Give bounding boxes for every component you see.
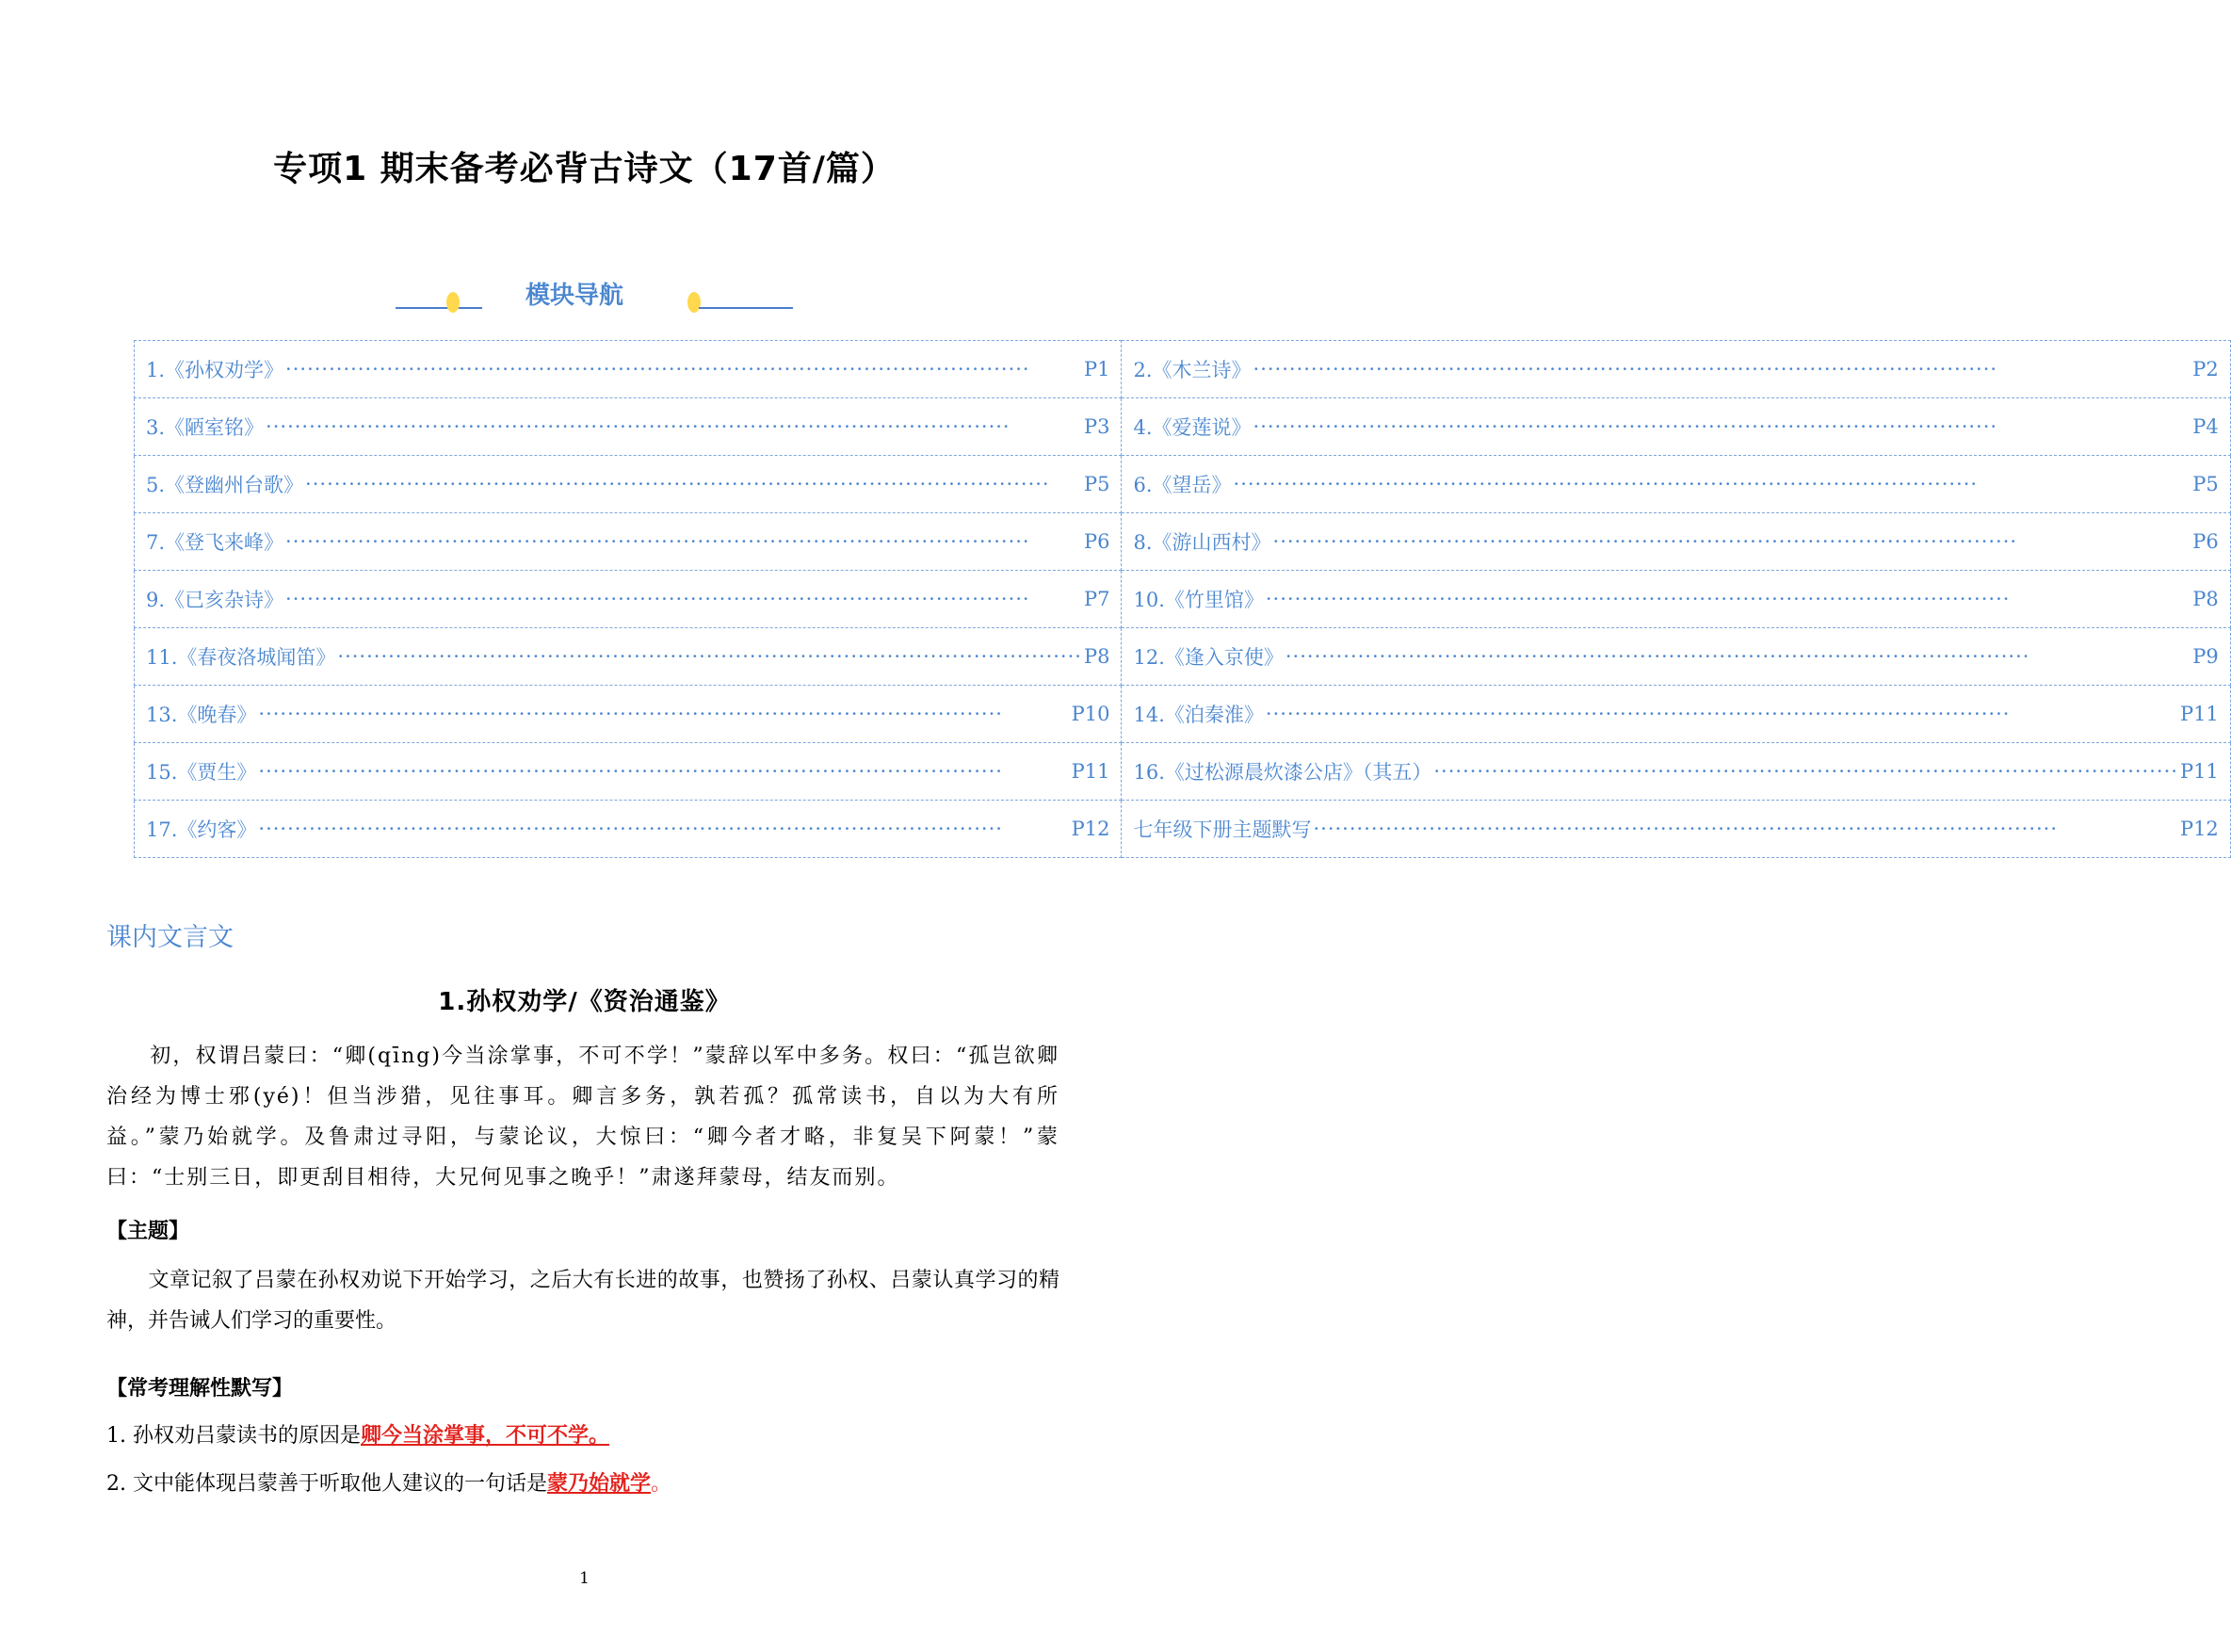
toc-leader-dots bbox=[305, 473, 1082, 495]
toc-entry-page: P7 bbox=[1083, 588, 1110, 610]
passage-text bbox=[106, 1036, 1059, 1198]
toc-leader-dots bbox=[258, 818, 1069, 840]
toc-link[interactable] bbox=[1133, 585, 2229, 613]
toc-link[interactable] bbox=[146, 642, 1121, 671]
toc-row bbox=[135, 801, 2231, 858]
toc-entry-title: 17.《约客》 bbox=[146, 818, 257, 841]
toc-leader-dots bbox=[1253, 358, 2191, 381]
toc-row bbox=[135, 628, 2231, 686]
toc-entry-page: P3 bbox=[1083, 415, 1110, 438]
toc-link[interactable] bbox=[146, 757, 1121, 786]
toc-link[interactable] bbox=[1133, 700, 2229, 728]
toc-entry-title: 1.《孙权劝学》 bbox=[146, 359, 284, 381]
toc-cell bbox=[135, 341, 1122, 398]
toc-cell bbox=[135, 571, 1122, 628]
toc-entry-page: P8 bbox=[2192, 588, 2219, 610]
toc-cell bbox=[1122, 686, 2230, 743]
table-of-contents bbox=[134, 340, 2231, 858]
toc-entry-page: P2 bbox=[2192, 358, 2219, 381]
toc-entry-page: P4 bbox=[2192, 415, 2219, 438]
nav-heading: 模块导航 bbox=[525, 282, 623, 310]
toc-cell bbox=[135, 743, 1122, 801]
toc-entry-title: 15.《贾生》 bbox=[146, 761, 257, 784]
toc-entry-title: 8.《游山西村》 bbox=[1133, 531, 1271, 554]
toc-leader-dots bbox=[1234, 473, 2191, 495]
toc-entry-title: 9.《已亥杂诗》 bbox=[146, 589, 284, 611]
module-navigation-header bbox=[396, 279, 753, 316]
toc-entry-title: 12.《逢入京使》 bbox=[1133, 646, 1284, 669]
toc-cell bbox=[1122, 801, 2230, 858]
toc-leader-dots bbox=[1266, 703, 2178, 725]
toc-entry-page: P9 bbox=[2192, 645, 2219, 668]
toc-cell bbox=[1122, 571, 2230, 628]
section-heading: 课内文言文 bbox=[106, 923, 234, 952]
toc-leader-dots bbox=[1285, 645, 2191, 668]
toc-entry-page: P5 bbox=[2192, 473, 2219, 495]
page-number: 1 bbox=[579, 1569, 590, 1588]
toc-leader-dots bbox=[285, 358, 1082, 381]
toc-entry-page: P5 bbox=[1083, 473, 1110, 495]
toc-row bbox=[135, 341, 2231, 398]
toc-cell bbox=[135, 686, 1122, 743]
toc-row bbox=[135, 686, 2231, 743]
toc-link[interactable] bbox=[146, 413, 1121, 441]
toc-leader-dots bbox=[266, 415, 1082, 438]
toc-leader-dots bbox=[337, 645, 1082, 668]
toc-link[interactable] bbox=[146, 700, 1121, 728]
question-suffix: 。 bbox=[651, 1472, 672, 1496]
toc-link[interactable] bbox=[1133, 642, 2229, 671]
toc-cell bbox=[135, 456, 1122, 513]
nav-rule-right bbox=[699, 307, 793, 309]
toc-cell bbox=[1122, 743, 2230, 801]
toc-cell bbox=[1122, 341, 2230, 398]
question-answer: 卿今当涂掌事，不可不学。 bbox=[360, 1423, 609, 1448]
toc-link[interactable] bbox=[1133, 757, 2229, 786]
toc-leader-dots bbox=[1433, 760, 2178, 783]
theme-text bbox=[106, 1260, 1059, 1341]
toc-cell bbox=[1122, 513, 2230, 571]
toc-link[interactable] bbox=[1133, 815, 2229, 843]
question-item bbox=[106, 1417, 609, 1454]
toc-link[interactable] bbox=[146, 585, 1121, 613]
toc-row bbox=[135, 456, 2231, 513]
nav-dot-right-icon bbox=[687, 292, 701, 313]
toc-entry-page: P11 bbox=[1071, 760, 1110, 783]
dictation-tag: 【常考理解性默写】 bbox=[106, 1377, 294, 1401]
toc-leader-dots bbox=[1313, 818, 2177, 840]
lesson-title: 1.孙权劝学/《资治通鉴》 bbox=[438, 988, 731, 1016]
toc-leader-dots bbox=[258, 760, 1069, 783]
toc-entry-title: 13.《晚春》 bbox=[146, 704, 257, 726]
toc-link[interactable] bbox=[1133, 527, 2229, 556]
toc-row bbox=[135, 513, 2231, 571]
toc-entry-page: P6 bbox=[2192, 530, 2219, 553]
toc-leader-dots bbox=[285, 530, 1082, 553]
toc-link[interactable] bbox=[1133, 413, 2229, 441]
toc-entry-title: 7.《登飞来峰》 bbox=[146, 531, 284, 554]
toc-entry-title: 2.《木兰诗》 bbox=[1133, 359, 1252, 381]
toc-entry-title: 11.《春夜洛城闻笛》 bbox=[146, 646, 336, 669]
toc-entry-page: P8 bbox=[1083, 645, 1110, 668]
toc-row bbox=[135, 571, 2231, 628]
toc-link[interactable] bbox=[146, 355, 1121, 383]
question-answer: 蒙乃始就学 bbox=[547, 1471, 652, 1496]
toc-entry-page: P1 bbox=[1083, 358, 1110, 381]
toc-link[interactable] bbox=[146, 527, 1121, 556]
toc-cell bbox=[1122, 628, 2230, 686]
toc-row bbox=[135, 743, 2231, 801]
toc-entry-page: P10 bbox=[1071, 703, 1110, 725]
toc-cell bbox=[135, 398, 1122, 456]
toc-leader-dots bbox=[285, 588, 1082, 610]
toc-link[interactable] bbox=[146, 815, 1121, 843]
toc-cell bbox=[1122, 456, 2230, 513]
toc-entry-title: 4.《爱莲说》 bbox=[1133, 416, 1252, 439]
toc-entry-title: 14.《泊秦淮》 bbox=[1133, 704, 1264, 726]
toc-leader-dots bbox=[258, 703, 1069, 725]
toc-leader-dots bbox=[1273, 530, 2191, 553]
toc-link[interactable] bbox=[1133, 470, 2229, 498]
toc-cell bbox=[135, 801, 1122, 858]
theme-body: 文章记叙了吕蒙在孙权劝说下开始学习，之后大有长进的故事，也赞扬了孙权、吕蒙认真学习的精神，并告诫人们学习的重要性。 bbox=[106, 1269, 1059, 1333]
question-item bbox=[106, 1466, 671, 1502]
toc-cell bbox=[1122, 398, 2230, 456]
toc-leader-dots bbox=[1266, 588, 2191, 610]
toc-cell bbox=[135, 513, 1122, 571]
toc-row bbox=[135, 398, 2231, 456]
question-prompt: 1. 孙权劝吕蒙读书的原因是 bbox=[106, 1424, 361, 1448]
question-prompt: 2. 文中能体现吕蒙善于听取他人建议的一句话是 bbox=[106, 1472, 547, 1496]
toc-entry-page: P12 bbox=[2179, 818, 2219, 840]
toc-entry-page: P6 bbox=[1083, 530, 1110, 553]
toc-entry-page: P11 bbox=[2179, 703, 2219, 725]
toc-cell bbox=[135, 628, 1122, 686]
passage-body: 初，权谓吕蒙曰：“卿(qīng)今当涂掌事，不可不学！”蒙辞以军中多务。权曰：“孤岂欲卿治经为博士邪(yé)！但当涉猎，见往事耳。卿言多务，孰若孤？孤常读书，自以为大有所益。”蒙乃始就学。及鲁肃过寻阳，与蒙论议，大惊曰：“卿今者才略，非复吴下阿蒙！”蒙曰：“士别三日，即更刮目相待，大兄何见事之晚乎！”肃遂拜蒙母，结友而别。 bbox=[106, 1045, 1059, 1190]
toc-entry-title: 10.《竹里馆》 bbox=[1133, 589, 1264, 611]
toc-entry-title: 16.《过松源晨炊漆公店》（其五） bbox=[1133, 761, 1432, 784]
document-title: 专项1 期末备考必背古诗文（17首/篇） bbox=[273, 150, 896, 188]
toc-entry-page: P12 bbox=[1071, 818, 1110, 840]
toc-leader-dots bbox=[1253, 415, 2191, 438]
toc-entry-page: P11 bbox=[2179, 760, 2219, 783]
theme-tag: 【主题】 bbox=[106, 1220, 190, 1243]
toc-link[interactable] bbox=[1133, 355, 2229, 383]
toc-entry-title: 5.《登幽州台歌》 bbox=[146, 474, 304, 496]
toc-entry-title: 3.《陋室铭》 bbox=[146, 416, 265, 439]
toc-entry-title: 6.《望岳》 bbox=[1133, 474, 1232, 496]
toc-entry-title: 七年级下册主题默写 bbox=[1133, 818, 1312, 841]
toc-link[interactable] bbox=[146, 470, 1121, 498]
